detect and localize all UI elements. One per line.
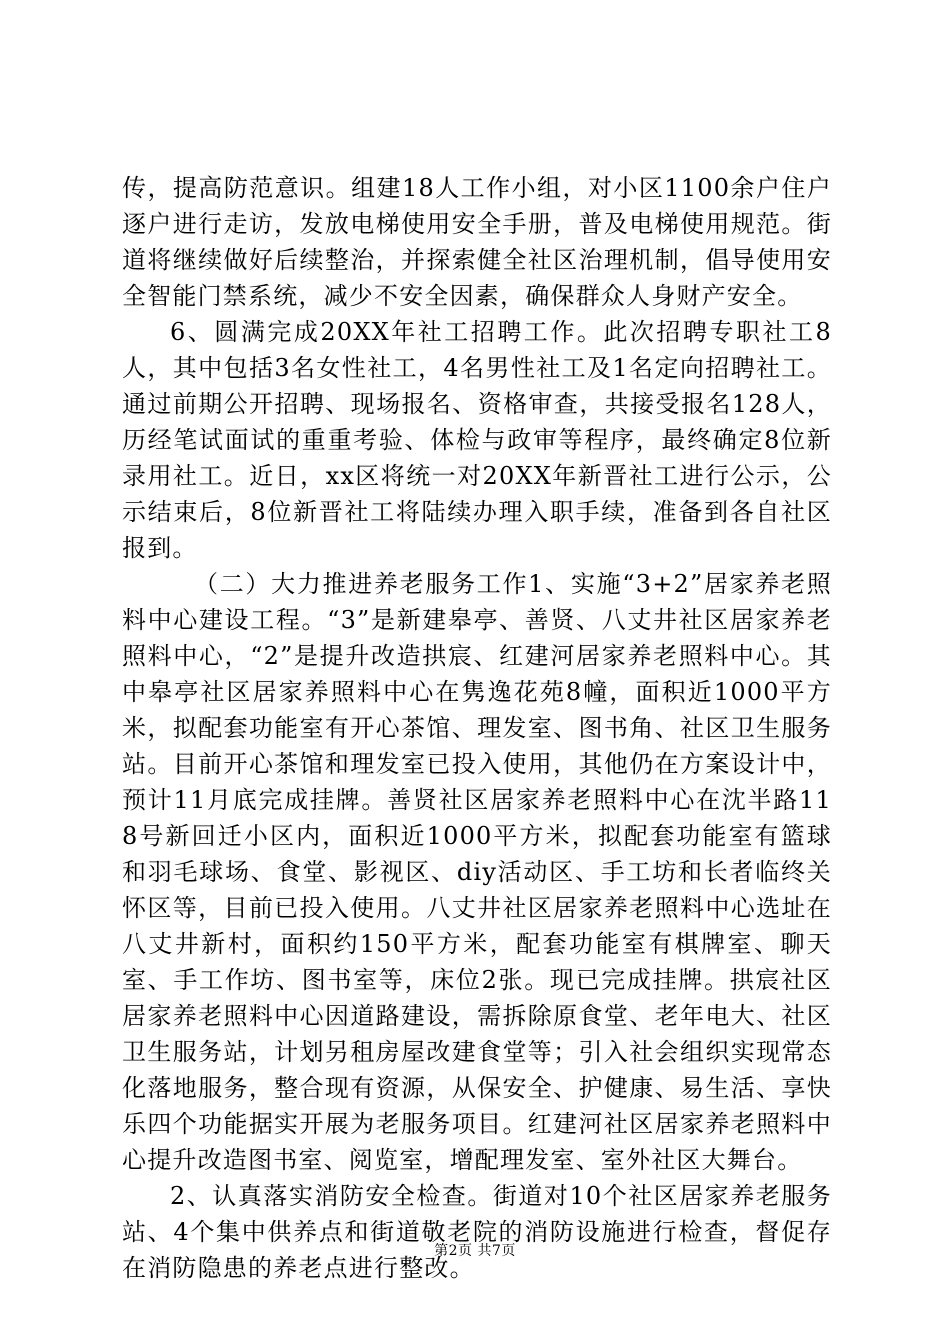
paragraph-elderly-care-services: （二）大力推进养老服务工作1、实施“3+2”居家养老照料中心建设工程。“3”是新建皋亭、善贤、八丈井社区居家养老照料中心，“2”是提升改造拱宸、红建河居家养老照料中心。其中皋亭社区居家养照料中心在隽逸花苑8幢，面积近1000平方米，拟配套功能室有开心茶馆、理发室、图书角、社区卫生服务站。目前开心茶馆和理发室已投入使用，其他仍在方案设计中，预计11月底完成挂牌。善贤社区居家养老照料中心在沈半路118号新回迁小区内，面积近1000平方米，拟配套功能室有篮球和羽毛球场、食堂、影视区、diy活动区、手工坊和长者临终关怀区等，目前已投入使用。八丈井社区居家养老照料中心选址在八丈井新村，面积约150平方米，配套功能室有棋牌室、聊天室、手工作坊、图书室等，床位2张。现已完成挂牌。拱宸社区居家养老照料中心因道路建设，需拆除原食堂、老年电大、社区卫生服务站，计划另租房屋改建食堂等；引入社会组织实现常态化落地服务，整合现有资源，从保安全、护健康、易生活、享快乐四个功能据实开展为老服务项目。红建河社区居家养老照料中心提升改造图书室、阅览室，增配理发室、室外社区大舞台。 — [122, 570, 832, 1174]
paragraph-fire-safety-inspection: 2、认真落实消防安全检查。街道对10个社区居家养老服务站、4个集中供养点和街道敬老院的消防设施进行检查，督促存在消防隐患的养老点进行整改。 — [122, 1182, 832, 1282]
page-number-footer: 第2页 共7页 — [434, 1243, 516, 1259]
paragraph-continuation: 传，提高防范意识。组建18人工作小组，对小区1100余户住户逐户进行走访，发放电梯使用安全手册，普及电梯使用规范。街道将继续做好后续整治，并探索健全社区治理机制，倡导使用安全智能门禁系统，减少不安全因素，确保群众人身财产安全。 — [122, 174, 832, 310]
document-body — [122, 170, 832, 1286]
paragraph-social-worker-recruitment: 6、圆满完成20XX年社工招聘工作。此次招聘专职社工8人，其中包括3名女性社工，4名男性社工及1名定向招聘社工。通过前期公开招聘、现场报名、资格审查，共接受报名128人，历经笔试面试的重重考验、体检与政审等程序，最终确定8位新录用社工。近日，xx区将统一对20XX年新晋社工进行公示，公示结束后，8位新晋社工将陆续办理入职手续，准备到各自社区报到。 — [122, 318, 832, 562]
